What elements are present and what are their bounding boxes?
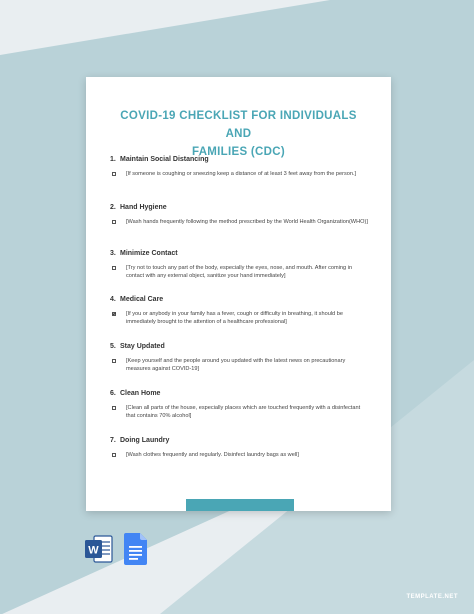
- checkbox[interactable]: [112, 266, 116, 270]
- checkbox[interactable]: [112, 453, 116, 457]
- section-heading: Clean Home: [120, 390, 161, 397]
- checklist-section-3: 3. Minimize Contact [Try not to touch any part of the body, especially the eyes, nose, and mouth. After coming in contact with any external object, sanitize your hand immediately]: [110, 249, 369, 280]
- checkbox-checked[interactable]: [112, 312, 116, 316]
- watermark: TEMPLATE.NET: [406, 594, 458, 600]
- google-docs-icon[interactable]: [124, 533, 148, 565]
- checkbox[interactable]: [112, 172, 116, 176]
- document-page: [86, 77, 391, 511]
- word-icon-letter: W: [88, 544, 99, 557]
- checklist-section-1: 1. Maintain Social Distancing [If someone is coughing or sneezing keep a distance of at least 3 feet away from the person.]: [110, 155, 369, 178]
- word-icon[interactable]: [84, 534, 114, 564]
- checklist-item: [Wash hands frequently following the method prescribed by the World Health Organization(WHO)]: [110, 218, 369, 226]
- footer-accent-bar: [186, 499, 294, 511]
- checklist-section-5: 5. Stay Updated [Keep yourself and the people around you updated with the latest news on precautionary measures against COVID-19]: [110, 342, 369, 373]
- checklist-section-6: 6. Clean Home [Clean all parts of the house, especially places which are touched frequently with a disinfectant that contains 70% alcohol]: [110, 389, 369, 420]
- document-title: COVID-19 CHECKLIST FOR INDIVIDUALS AND FAMILIES (CDC): [120, 110, 357, 158]
- section-heading: Maintain Social Distancing: [120, 156, 209, 163]
- checklist-item: [Keep yourself and the people around you updated with the latest news on precautionary measures against COVID-19]: [110, 357, 369, 373]
- checklist-item: [If you or anybody in your family has a fever, cough or difficulty in breathing, it should be immediately brought to the attention of a healthcare professional]: [110, 310, 369, 326]
- section-heading: Doing Laundry: [120, 437, 170, 444]
- section-heading: Minimize Contact: [120, 250, 178, 257]
- checklist-item: [Wash clothes frequently and regularly. Disinfect laundry bags as well]: [110, 451, 369, 459]
- section-heading: Hand Hygiene: [120, 204, 167, 211]
- checkbox[interactable]: [112, 220, 116, 224]
- checklist-section-7: 7. Doing Laundry [Wash clothes frequently and regularly. Disinfect laundry bags as well]: [110, 436, 369, 459]
- checklist-section-4: 4. Medical Care [If you or anybody in your family has a fever, cough or difficulty in breathing, it should be immediately brought to the attention of a healthcare professional]: [110, 295, 369, 326]
- checklist-item: [Try not to touch any part of the body, especially the eyes, nose, and mouth. After coming in contact with any external object, sanitize your hand immediately]: [110, 264, 369, 280]
- section-heading: Stay Updated: [120, 343, 165, 350]
- checklist-item: [If someone is coughing or sneezing keep a distance of at least 3 feet away from the person.]: [110, 170, 369, 178]
- checklist-item: [Clean all parts of the house, especially places which are touched frequently with a disinfectant that contains 70% alcohol]: [110, 404, 369, 420]
- checkbox[interactable]: [112, 359, 116, 363]
- checkbox[interactable]: [112, 406, 116, 410]
- checklist-section-2: 2. Hand Hygiene [Wash hands frequently following the method prescribed by the World Health Organization(WHO)]: [110, 204, 368, 225]
- section-heading: Medical Care: [120, 296, 164, 303]
